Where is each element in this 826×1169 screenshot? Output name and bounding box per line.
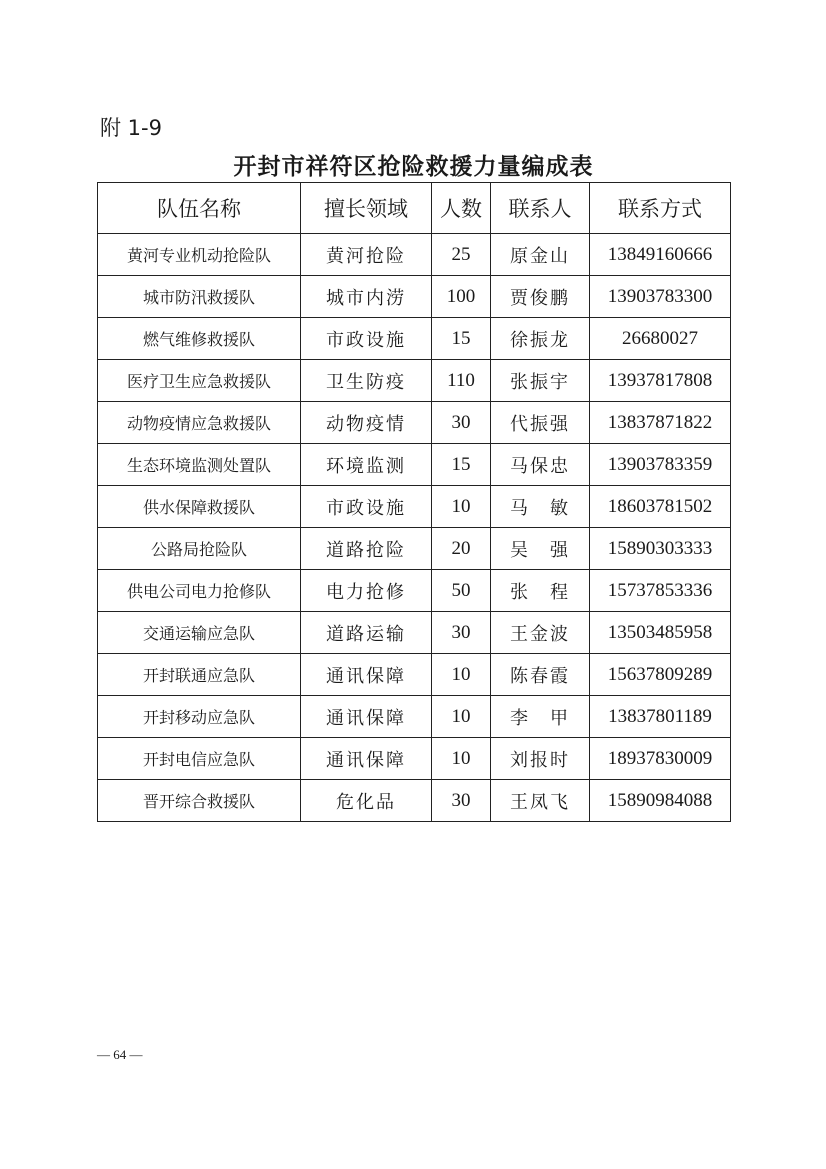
table-row: [98, 570, 731, 612]
team-name-cell: 晋开综合救援队: [98, 780, 301, 822]
field-cell: 通讯保障: [301, 738, 432, 780]
count-cell: 100: [432, 276, 491, 318]
contact-cell: 刘报时: [491, 738, 590, 780]
table-row: [98, 612, 731, 654]
contact-cell: 张 程: [491, 570, 590, 612]
table-row: [98, 528, 731, 570]
team-name-cell: 生态环境监测处置队: [98, 444, 301, 486]
field-cell: 通讯保障: [301, 654, 432, 696]
table-row: [98, 276, 731, 318]
table-row: [98, 654, 731, 696]
contact-cell: 马保忠: [491, 444, 590, 486]
count-cell: 10: [432, 696, 491, 738]
contact-cell: 张振宇: [491, 360, 590, 402]
table-row: [98, 780, 731, 822]
team-name-cell: 燃气维修救援队: [98, 318, 301, 360]
rescue-force-table: [97, 182, 731, 822]
phone-cell: 13837801189: [590, 696, 731, 738]
phone-cell: 13849160666: [590, 234, 731, 276]
phone-cell: 15890984088: [590, 780, 731, 822]
field-cell: 环境监测: [301, 444, 432, 486]
contact-cell: 徐振龙: [491, 318, 590, 360]
phone-cell: 15637809289: [590, 654, 731, 696]
header-phone: 联系方式: [590, 183, 731, 234]
count-cell: 30: [432, 780, 491, 822]
phone-cell: 13937817808: [590, 360, 731, 402]
field-cell: 道路运输: [301, 612, 432, 654]
phone-cell: 18603781502: [590, 486, 731, 528]
phone-cell: 15737853336: [590, 570, 731, 612]
team-name-cell: 开封移动应急队: [98, 696, 301, 738]
team-name-cell: 开封联通应急队: [98, 654, 301, 696]
field-cell: 市政设施: [301, 486, 432, 528]
count-cell: 25: [432, 234, 491, 276]
contact-cell: 王金波: [491, 612, 590, 654]
table-row: [98, 738, 731, 780]
contact-cell: 原金山: [491, 234, 590, 276]
table-row: [98, 402, 731, 444]
table-row: [98, 234, 731, 276]
document-title: 开封市祥符区抢险救援力量编成表: [233, 153, 594, 180]
phone-cell: 15890303333: [590, 528, 731, 570]
contact-cell: 陈春霞: [491, 654, 590, 696]
table-row: [98, 318, 731, 360]
team-name-cell: 公路局抢险队: [98, 528, 301, 570]
contact-cell: 马 敏: [491, 486, 590, 528]
attachment-label: 附 1-9: [100, 116, 162, 140]
table-row: [98, 486, 731, 528]
count-cell: 10: [432, 738, 491, 780]
header-contact: 联系人: [491, 183, 590, 234]
field-cell: 城市内涝: [301, 276, 432, 318]
team-name-cell: 交通运输应急队: [98, 612, 301, 654]
phone-cell: 13903783300: [590, 276, 731, 318]
count-cell: 20: [432, 528, 491, 570]
phone-cell: 13903783359: [590, 444, 731, 486]
count-cell: 30: [432, 612, 491, 654]
table-row: [98, 444, 731, 486]
team-name-cell: 供水保障救援队: [98, 486, 301, 528]
field-cell: 动物疫情: [301, 402, 432, 444]
contact-cell: 贾俊鹏: [491, 276, 590, 318]
field-cell: 市政设施: [301, 318, 432, 360]
field-cell: 通讯保障: [301, 696, 432, 738]
field-cell: 危化品: [301, 780, 432, 822]
contact-cell: 代振强: [491, 402, 590, 444]
team-name-cell: 城市防汛救援队: [98, 276, 301, 318]
count-cell: 30: [432, 402, 491, 444]
team-name-cell: 医疗卫生应急救援队: [98, 360, 301, 402]
count-cell: 15: [432, 444, 491, 486]
team-name-cell: 动物疫情应急救援队: [98, 402, 301, 444]
count-cell: 50: [432, 570, 491, 612]
team-name-cell: 开封电信应急队: [98, 738, 301, 780]
page-number: — 64 —: [97, 1047, 143, 1062]
contact-cell: 王凤飞: [491, 780, 590, 822]
field-cell: 道路抢险: [301, 528, 432, 570]
table-row: [98, 360, 731, 402]
contact-cell: 吴 强: [491, 528, 590, 570]
phone-cell: 13503485958: [590, 612, 731, 654]
count-cell: 10: [432, 654, 491, 696]
table-header-row: [98, 183, 731, 234]
team-name-cell: 供电公司电力抢修队: [98, 570, 301, 612]
count-cell: 10: [432, 486, 491, 528]
team-name-cell: 黄河专业机动抢险队: [98, 234, 301, 276]
contact-cell: 李 甲: [491, 696, 590, 738]
field-cell: 卫生防疫: [301, 360, 432, 402]
phone-cell: 13837871822: [590, 402, 731, 444]
field-cell: 电力抢修: [301, 570, 432, 612]
table-body: [98, 234, 731, 822]
count-cell: 110: [432, 360, 491, 402]
phone-cell: 26680027: [590, 318, 731, 360]
phone-cell: 18937830009: [590, 738, 731, 780]
table-row: [98, 696, 731, 738]
header-field: 擅长领域: [301, 183, 432, 234]
header-team-name: 队伍名称: [98, 183, 301, 234]
count-cell: 15: [432, 318, 491, 360]
field-cell: 黄河抢险: [301, 234, 432, 276]
header-count: 人数: [432, 183, 491, 234]
